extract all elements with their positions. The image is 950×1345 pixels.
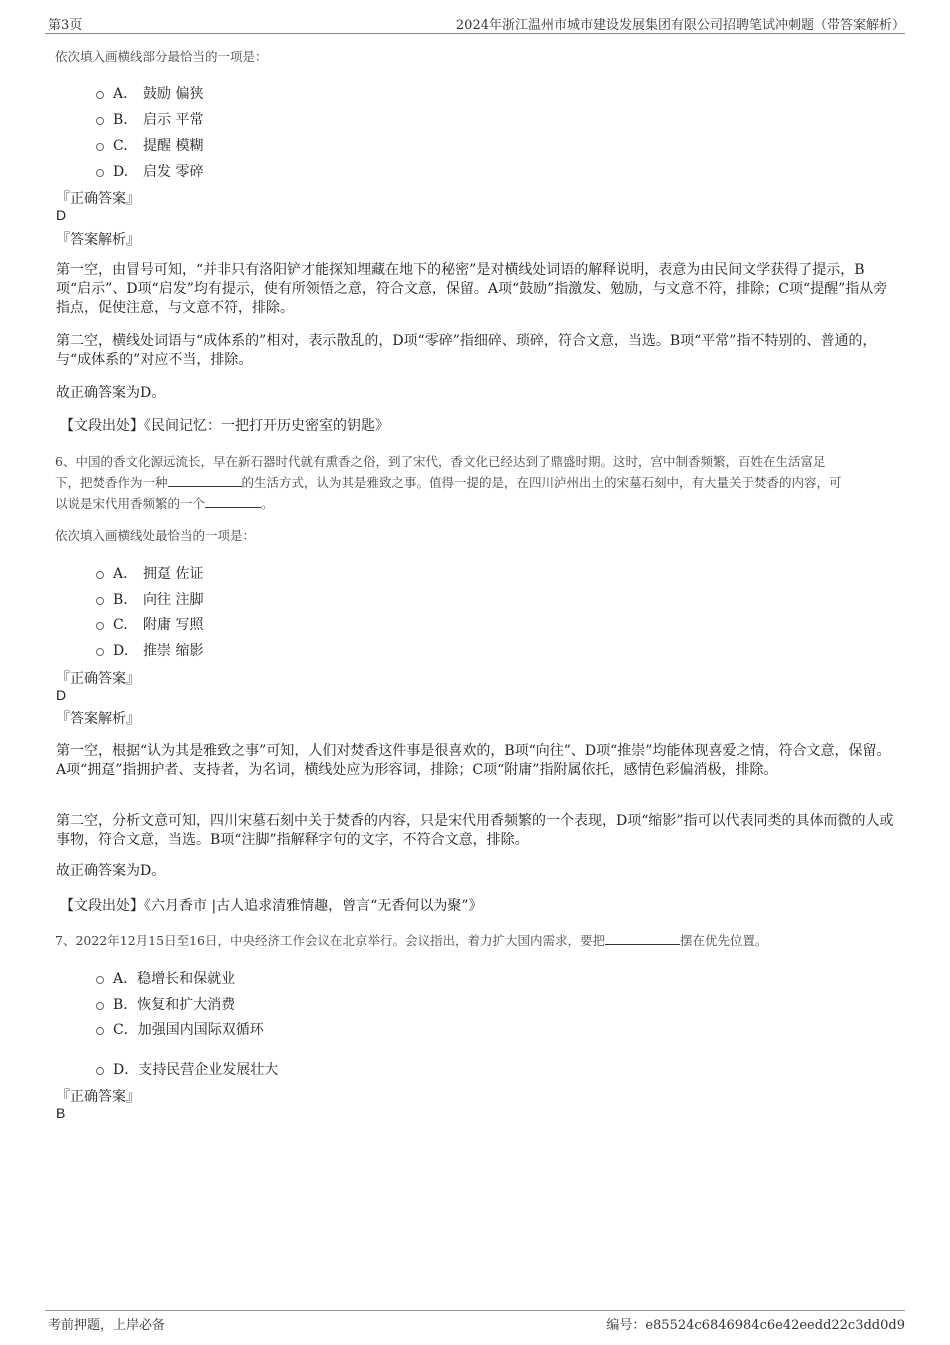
q5-analysis-p1: 第一空，由冒号可知，“并非只有洛阳铲才能探知埋藏在地下的秘密”是对横线处词语的解释说明，表意为由民间文学获得了提示，B项“启示”、D项“启发”均有提示，使有所领悟之意，符合文意，保留。A项“鼓励”指激发、勉励，与文意不符，排除；C项“提醒”指从旁指点，促使注意，与文意不符，排除。 [56, 262, 888, 316]
q6-option-d[interactable]: D. 推崇 缩影 [96, 640, 203, 660]
q5-option-b[interactable]: B. 启示 平常 [96, 109, 203, 129]
radio-icon[interactable] [96, 1027, 104, 1035]
q7-option-d[interactable]: D．支持民营企业发展壮大 [96, 1059, 278, 1079]
q6-stem: 6、中国的香文化源远流长，早在新石器时代就有熏香之俗，到了宋代，香文化已经达到了鼎盛时期。这时，宫中制香频繁，百姓在生活富足 下，把焚香作为一种 的生活方式，认为其是雅致之事。值得一提的是，在四川泸州出土的宋墓石刻中，有大量关于焚香的内容，可 以说是宋代用香频繁的一个 。 [55, 454, 842, 511]
radio-icon[interactable] [96, 143, 104, 151]
blank-line [205, 495, 261, 508]
radio-icon[interactable] [96, 117, 104, 125]
q6-option-c[interactable]: C. 附庸 写照 [96, 614, 203, 634]
blank-line [168, 474, 242, 487]
q7-stem: 7、2022年12月15日至16日，中央经济工作会议在北京举行。会议指出，着力扩大国内需求，要把 摆在优先位置。 [55, 933, 768, 948]
document-title: 2024年浙江温州市城市建设发展集团有限公司招聘笔试冲刺题（带答案解析） [455, 18, 905, 33]
radio-icon[interactable] [96, 1067, 104, 1075]
q6-analysis-p3: 故正确答案为D。 [56, 863, 166, 879]
q6-source: 【文段出处】《六月香市 |古人追求清雅情趣，曾言“无香何以为聚”》 [60, 898, 483, 914]
q7-answer-label: 『正确答案』 [56, 1089, 140, 1105]
footer-divider [45, 1310, 905, 1311]
blank-line [605, 932, 680, 945]
q6-analysis-p2: 第二空，分析文意可知，四川宋墓石刻中关于焚香的内容，只是宋代用香频繁的一个表现，D项“缩影”指可以代表同类的具体而微的人或事物，符合文意，当选。B项“注脚”指解释字句的文字，不符合文意，排除。 [56, 813, 894, 848]
page-number: 第3页 [48, 18, 83, 33]
q5-answer-label: 『正确答案』 [56, 191, 140, 207]
q7-option-b[interactable]: B．恢复和扩大消费 [96, 994, 235, 1014]
q6-option-a[interactable]: A． 拥趸 佐证 [96, 563, 203, 583]
radio-icon[interactable] [96, 648, 104, 656]
q5-source: 【文段出处】《民间记忆：一把打开历史密室的钥匙》 [60, 418, 389, 434]
q5-option-a[interactable]: A． 鼓励 偏狭 [96, 83, 203, 103]
radio-icon[interactable] [96, 622, 104, 630]
q7-option-c[interactable]: C．加强国内国际双循环 [96, 1019, 264, 1039]
q5-option-d[interactable]: D. 启发 零碎 [96, 161, 203, 181]
q6-answer: D [56, 687, 67, 703]
q5-option-c[interactable]: C. 提醒 模糊 [96, 135, 203, 155]
radio-icon[interactable] [96, 91, 104, 99]
header-divider [45, 33, 905, 34]
q5-analysis-p3: 故正确答案为D。 [56, 385, 166, 401]
document-id: 编号：e85524c6846984c6e42eedd22c3dd0d9 [606, 1318, 905, 1333]
radio-icon[interactable] [96, 169, 104, 177]
q5-prompt: 依次填入画横线部分最恰当的一项是： [55, 49, 268, 64]
radio-icon[interactable] [96, 1002, 104, 1010]
q6-analysis-label: 『答案解析』 [56, 711, 140, 727]
footer-slogan: 考前押题，上岸必备 [48, 1318, 166, 1333]
q6-option-b[interactable]: B. 向往 注脚 [96, 589, 203, 609]
radio-icon[interactable] [96, 976, 104, 984]
radio-icon[interactable] [96, 597, 104, 605]
q5-analysis-label: 『答案解析』 [56, 232, 140, 248]
q7-option-a[interactable]: A．稳增长和保就业 [96, 968, 235, 988]
q6-analysis-p1: 第一空，根据“认为其是雅致之事”可知，人们对焚香这件事是很喜欢的，B项“向往”、D项“推崇”均能体现喜爱之情，符合文意，保留。A项“拥趸”指拥护者、支持者，为名词，横线处应为形容词，排除；C项“附庸”指附属依托，感情色彩偏消极，排除。 [56, 743, 891, 778]
q5-analysis-p2: 第二空，横线处词语与“成体系的”相对，表示散乱的，D项“零碎”指细碎、琐碎，符合文意，当选。B项“平常”指不特别的、普通的，与“成体系的”对应不当，排除。 [56, 333, 877, 368]
radio-icon[interactable] [96, 571, 104, 579]
q6-prompt: 依次填入画横线处最恰当的一项是： [55, 528, 256, 543]
q7-answer: B [56, 1105, 66, 1121]
q5-answer: D [56, 207, 67, 223]
q6-answer-label: 『正确答案』 [56, 671, 140, 687]
